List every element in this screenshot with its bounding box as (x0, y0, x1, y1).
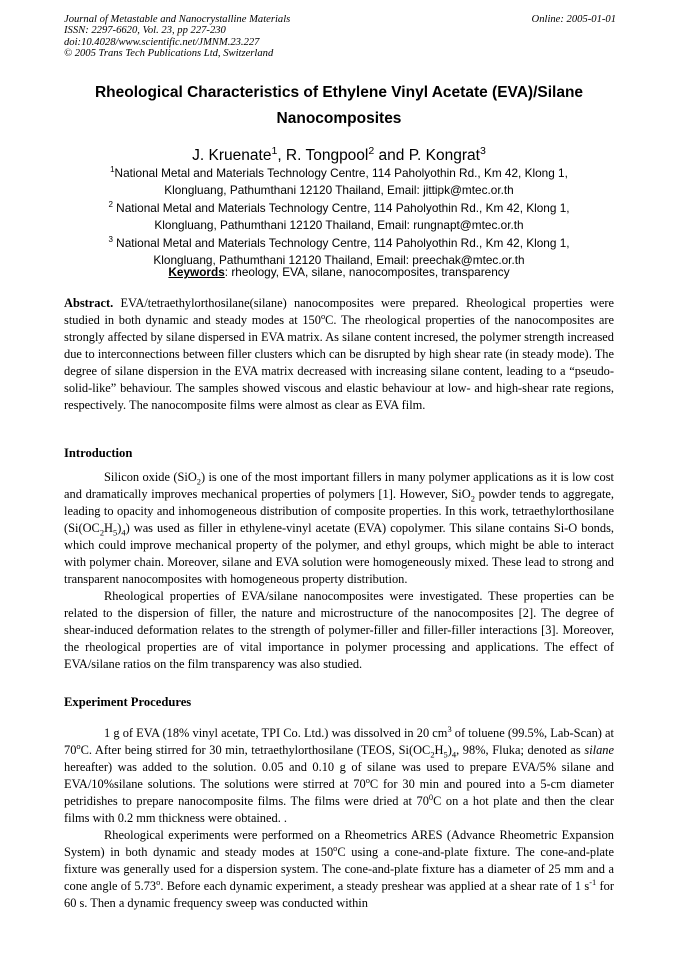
keywords-line (40, 265, 638, 280)
author-3-affil: 3 (479, 144, 486, 157)
author-3: and P. Kongrat (374, 147, 480, 164)
doi-line: doi:10.4028/www.scientific.net/JMNM.23.227 (64, 36, 260, 48)
affiliations (40, 165, 638, 269)
introduction-body (64, 469, 614, 673)
title-line-2: Nanocomposites (276, 110, 402, 127)
copyright-line: © 2005 Trans Tech Publications Ltd, Switzerland (64, 47, 274, 59)
affiliation-1: $^1$National Metal and Materials Technology Centre, 114 Paholyothin Rd., Km 42, Klong 1, (110, 165, 568, 180)
experiment-paragraph-2: Rheological experiments were performed on a Rheometrics ARES (Advance Rheometric Expansion System) in both dynamic and steady modes at 150$^o$C using a cone-and-plate fixture. The cone-and-plate fixture was generally used for a dispersion system. The cone-and-plate fixture has a diameter of 25 mm and a cone angle of 5.73$^o$. Before each dynamic experiment, a steady preshear was applied at a shear rate of 1 $s^{-1}$ for 60 s. Then a dynamic frequency sweep was conducted within (64, 828, 614, 910)
keywords-label: Keywords (168, 265, 225, 279)
online-date: Online: 2005-01-01 (531, 14, 616, 25)
author-1: J. Kruenate (192, 147, 272, 164)
introduction-heading: Introduction (64, 446, 133, 460)
author-1-affil: 1 (271, 144, 278, 157)
intro-paragraph-2: Rheological properties of EVA/silane nanocomposites were investigated. These properties can be related to the dispersion of filler, the nature and microstructure of the nanocomposites [2]. The degree of shear-induced deformation relates to the strength of polymer-filler and filler-filler interactions [3]. Moreover, the rheological properties are of vital importance in polymer processing and applications. The effect of EVA/silane ratios on the film transparency was also studied. (64, 589, 614, 671)
affiliation-2: $^2$ National Metal and Materials Technology Centre, 114 Paholyothin Rd., Km 42, Klong 1, (108, 199, 570, 215)
journal-name: Journal of Metastable and Nanocrystalline Materials (64, 14, 291, 25)
affiliation-1-line-2: Klongluang, Pathumthani 12120 Thailand, Email: jittipk@mtec.or.th (164, 183, 514, 198)
experiment-body (64, 725, 614, 912)
author-list (40, 144, 638, 165)
author-2: , R. Tongpool (277, 147, 369, 164)
experiment-paragraph-1: 1 g of EVA (18% vinyl acetate, TPI Co. Ltd.) was dissolved in 20 $cm^3$ of toluene (99.5%, Lab-Scan) at 70$^o$C. After being stirred for 30 min, tetraethylorthosilane (TEOS, $Si(OC_2H_5)_4$, 98%, Fluka; denoted as silane hereafter) was added to the solution. 0.05 and 0.10 g of silane was used to prepare EVA/5% silane and EVA/10%silane solutions. The solutions were stirred at 70$^o$C for 30 min and poured into a 5-cm diameter petridishes to prepare nanocomposite films. The films were dried at $70^0C$ on a hot plate and then the clear films with 0.2 mm thickness were obtained. . (64, 723, 614, 825)
issn-line: ISSN: 2297-6620, Vol. 23, pp 227-230 (64, 25, 226, 37)
affiliation-3: $^3$ National Metal and Materials Technology Centre, 114 Paholyothin Rd., Km 42, Klong 1, (108, 234, 570, 250)
keywords-text: : rheology, EVA, silane, nanocomposites, transparency (224, 265, 510, 279)
abstract: Abstract. EVA/tetraethylorthosilane(silane) nanocomposites were prepared. Rheological properties were studied in both dynamic and steady modes at 150$^o$C. The rheological properties of the nanocomposites are strongly affected by silane dispersed in EVA matrix. As silane content incresed, the polymer strength increased due to interconnections between filler clusters which can be disrupted by high shear rate (in steady mode). The degree of silane dispersion in the EVA matrix decreased with increasing silane content, leading to a “pseudo-solid-like” behaviour. The samples showed viscous and elastic behaviour at low- and high-shear rate regions, respectively. The nanocomposite films were almost as clear as EVA film. (64, 296, 614, 412)
journal-header (64, 14, 616, 59)
intro-paragraph-1: Silicon oxide (SiO$_2$) is one of the most important fillers in many polymer applications as it is low cost and dramatically improves mechanical properties of polymers [1]. However, SiO$_2$ powder tends to aggregate, leading to opacity and inhomogeneous distribution of composite properties. In this work, tetraethylorthosilane $(Si(OC_2H_5)_4)$ was used as filler in ethylene-vinyl acetate (EVA) copolymer. This silane contains Si-O bonds, which could improve mechanical property of the polymer, and ethyl groups, which might be able to interact with polymer chain. Moreover, silane and EVA solution were homogeneously mixed. These lead to strong and transparent nanocomposites with homogeneous property distribution. (64, 470, 615, 586)
paper-title (40, 80, 638, 132)
affiliation-2-line-2: Klongluang, Pathumthani 12120 Thailand, Email: rungnapt@mtec.or.th (154, 218, 524, 233)
author-2-affil: 2 (368, 144, 375, 157)
experiment-heading: Experiment Procedures (64, 695, 192, 709)
affiliation-3-line-2: Klongluang, Pathumthani 12120 Thailand, Email: preechak@mtec.or.th (153, 253, 525, 268)
abstract-label: Abstract. (64, 296, 114, 310)
title-line-1: Rheological Characteristics of Ethylene Vinyl Acetate (EVA)/Silane (94, 84, 584, 101)
